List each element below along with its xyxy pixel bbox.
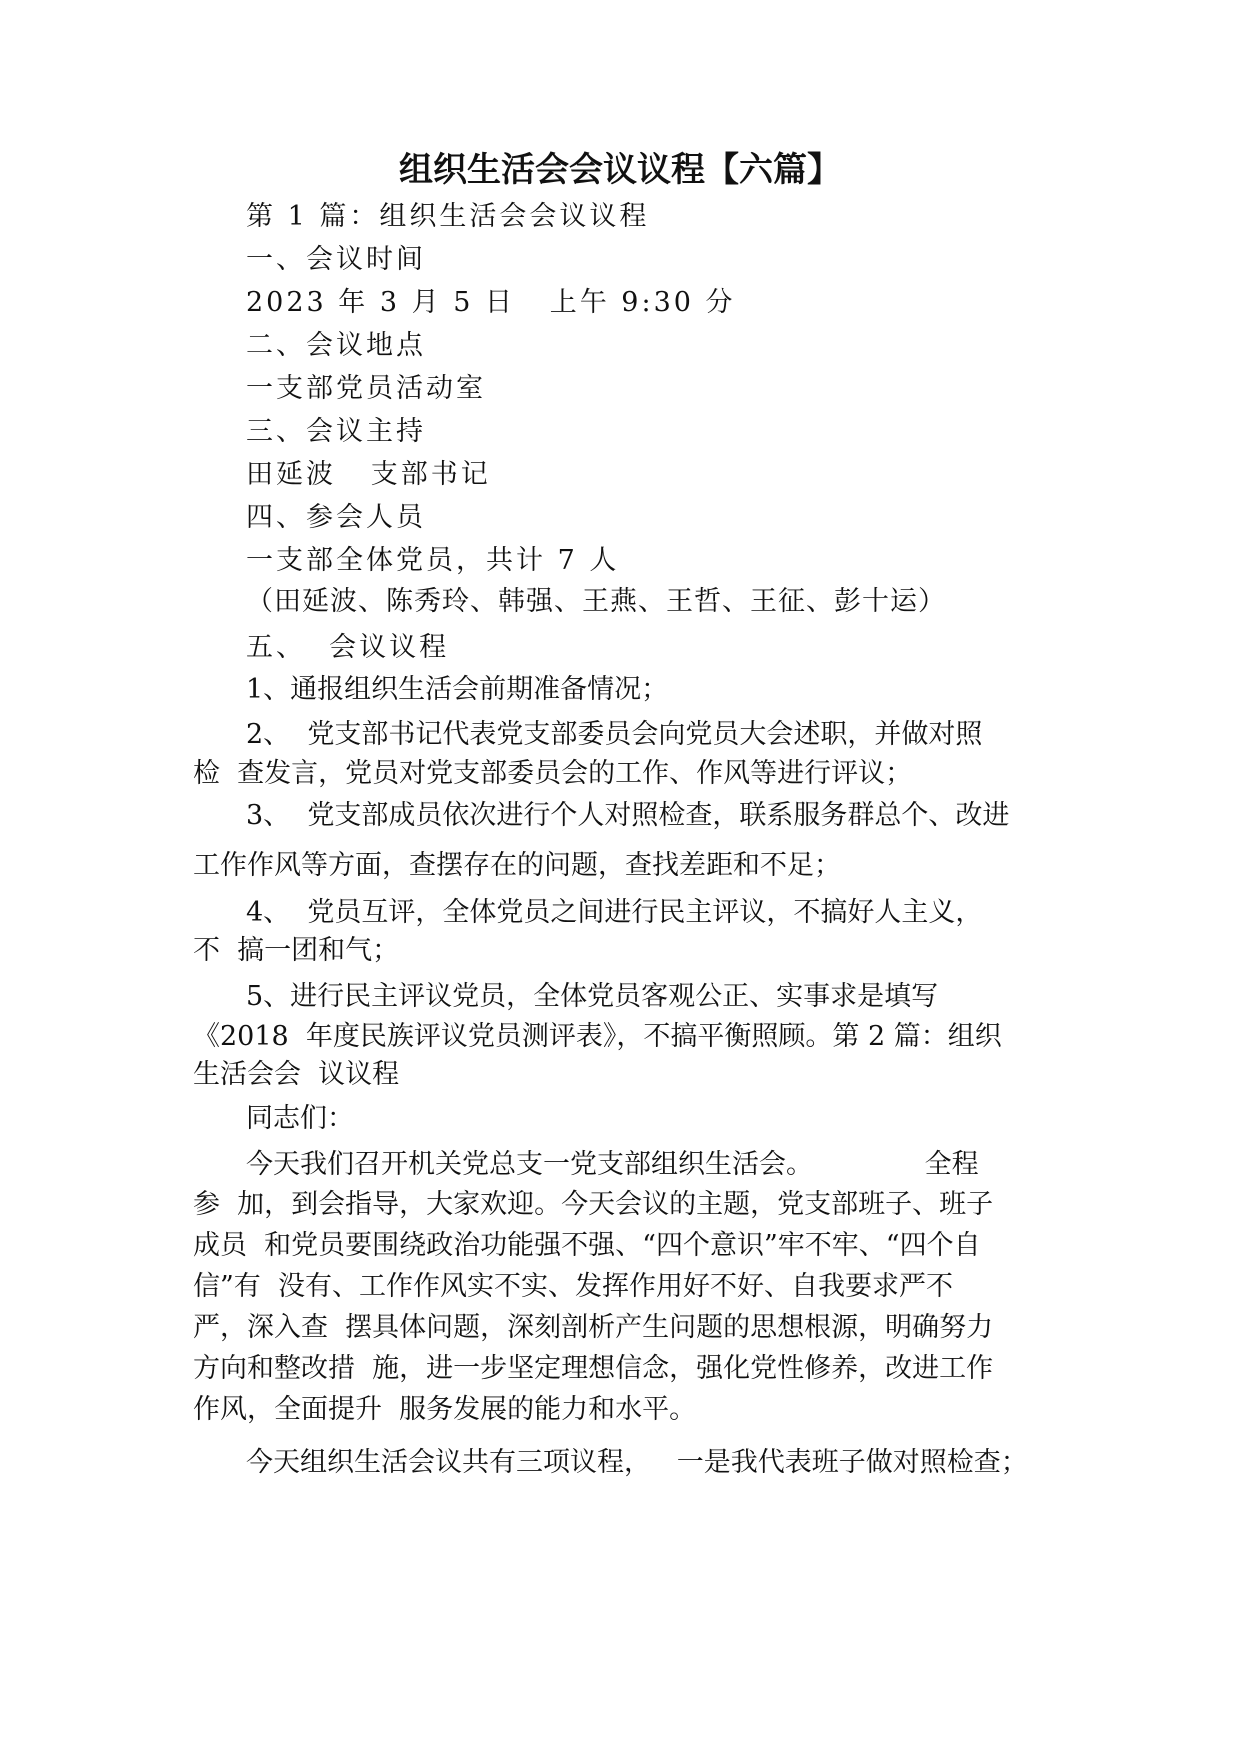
body-paragraph-line: 信”有 没有、工作作风实不实、发挥作用好不好、自我要求严不 xyxy=(193,1271,953,1302)
attendees-list: （田延波、陈秀玲、韩强、王燕、王哲、王征、彭十运） xyxy=(246,586,946,617)
body-paragraph-line: 成员 和党员要围绕政治功能强不强、“四个意识”牢不牢、“四个自 xyxy=(193,1230,981,1261)
meeting-host: 田延波 支部书记 xyxy=(246,459,491,490)
body-paragraph-line: 方向和整改措 施，进一步坚定理想信念，强化党性修养，改进工作 xyxy=(193,1353,994,1384)
agenda-item: 1、通报组织生活会前期准备情况； xyxy=(246,674,669,705)
item-heading: 三、会议主持 xyxy=(246,416,426,447)
meeting-location: 一支部党员活动室 xyxy=(246,373,486,404)
agenda-item-continued: 不 搞一团和气； xyxy=(193,935,400,966)
section-heading: 生活会会 议议程 xyxy=(193,1059,400,1090)
agenda-item-continued: 《2018 年度民族评议党员测评表》，不搞平衡照顾。第 2 篇：组织 xyxy=(193,1021,1002,1052)
item-heading: 五、 会议议程 xyxy=(246,632,450,663)
agenda-item: 3、 党支部成员依次进行个人对照检查，联系服务群总个、改进 xyxy=(246,800,1010,831)
document-title: 组织生活会会议议程【六篇】 xyxy=(399,150,841,190)
agenda-item: 2、 党支部书记代表党支部委员会向党员大会述职，并做对照 xyxy=(246,719,983,750)
agenda-item: 5、进行民主评议党员，全体党员客观公正、实事求是填写 xyxy=(246,981,939,1012)
section-heading: 第 1 篇：组织生活会会议议程 xyxy=(246,201,650,232)
attendees-summary: 一支部全体党员，共计 7 人 xyxy=(246,545,620,576)
meeting-time: 2023 年 3 月 5 日 上午 9:30 分 xyxy=(246,287,736,318)
agenda-item: 4、 党员互评，全体党员之间进行民主评议，不搞好人主义， xyxy=(246,897,983,928)
salutation: 同志们： xyxy=(246,1103,354,1134)
body-paragraph-line: 严，深入查 摆具体问题，深刻剖析产生问题的思想根源，明确努力 xyxy=(193,1312,994,1343)
item-heading: 四、参会人员 xyxy=(246,502,426,533)
body-paragraph-line: 今天组织生活会议共有三项议程， 一是我代表班子做对照检查； xyxy=(246,1447,1028,1478)
body-paragraph-line: 今天我们召开机关党总支一党支部组织生活会。 全程 xyxy=(246,1149,979,1180)
item-heading: 一、会议时间 xyxy=(246,244,426,275)
body-paragraph-line: 作风，全面提升 服务发展的能力和水平。 xyxy=(193,1394,697,1425)
agenda-item-continued: 工作作风等方面，查摆存在的问题，查找差距和不足； xyxy=(193,850,841,881)
agenda-item-continued: 检 查发言，党员对党支部委员会的工作、作风等进行评议； xyxy=(193,758,913,789)
body-paragraph-line: 参 加，到会指导，大家欢迎。今天会议的主题，党支部班子、班子 xyxy=(193,1189,994,1220)
item-heading: 二、会议地点 xyxy=(246,330,426,361)
